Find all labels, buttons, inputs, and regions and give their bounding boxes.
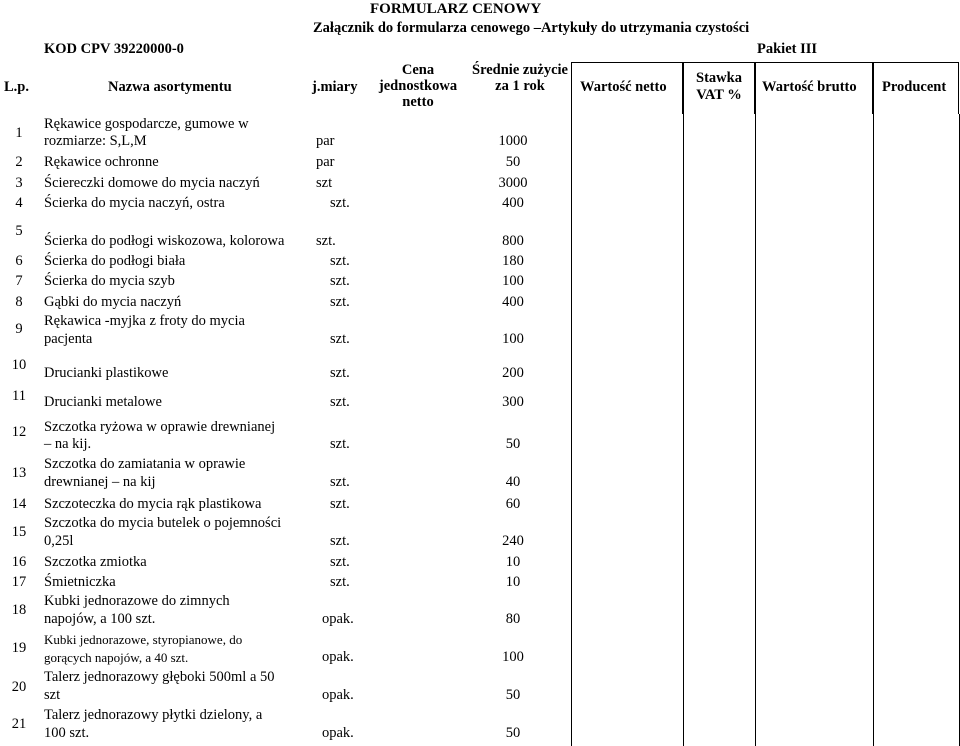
divider (683, 114, 684, 746)
item-unit: szt. (330, 574, 350, 590)
item-name-cont: drewnianej – na kij (44, 474, 156, 490)
item-unit: opak. (322, 687, 354, 703)
row-number: 8 (15, 294, 23, 310)
col-producer: Producent (882, 79, 947, 95)
item-unit: szt. (330, 436, 350, 452)
row-number: 13 (11, 465, 27, 481)
col-price: Cena jednostkowa netto (378, 62, 458, 110)
item-quantity: 400 (502, 195, 524, 211)
col-lp: L.p. (4, 79, 29, 95)
item-quantity: 10 (505, 574, 521, 590)
item-unit: opak. (322, 725, 354, 741)
item-name: Rękawica -myjka z froty do mycia (44, 313, 245, 329)
item-name-cont: 0,25l (44, 533, 74, 549)
divider (755, 114, 756, 746)
item-name: Ściereczki domowe do mycia naczyń (44, 175, 260, 191)
item-quantity: 180 (502, 253, 524, 269)
item-quantity: 50 (505, 436, 521, 452)
item-unit: szt. (330, 474, 350, 490)
item-name: Drucianki metalowe (44, 394, 162, 410)
item-name: Rękawice ochronne (44, 154, 159, 170)
form-subtitle: Załącznik do formularza cenowego –Artykuły do utrzymania czystości (313, 20, 750, 36)
item-name-cont: szt (44, 687, 61, 703)
item-name-cont: pacjenta (44, 331, 93, 347)
row-number: 5 (15, 223, 23, 239)
row-number: 17 (11, 574, 27, 590)
row-number: 15 (11, 524, 27, 540)
item-name: Ścierka do podłogi biała (44, 253, 186, 269)
row-number: 20 (11, 679, 27, 695)
item-name: Kubki jednorazowe do zimnych (44, 593, 230, 609)
item-name: Śmietniczka (44, 574, 116, 590)
col-unit: j.miary (312, 79, 358, 95)
item-quantity: 200 (502, 365, 524, 381)
item-unit: szt (316, 175, 333, 191)
row-number: 12 (11, 424, 27, 440)
item-name: Rękawice gospodarcze, gumowe w (44, 116, 249, 132)
item-name: Ścierka do mycia naczyń, ostra (44, 195, 225, 211)
item-unit: opak. (322, 649, 354, 665)
item-quantity: 60 (505, 496, 521, 512)
row-number: 16 (11, 554, 27, 570)
item-name: Talerz jednorazowy głęboki 500ml a 50 (44, 669, 275, 685)
item-quantity: 400 (502, 294, 524, 310)
item-quantity: 50 (505, 725, 521, 741)
item-quantity: 100 (502, 331, 524, 347)
item-quantity: 50 (505, 687, 521, 703)
item-quantity: 80 (505, 611, 521, 627)
row-number: 11 (12, 388, 26, 404)
row-number: 18 (11, 602, 27, 618)
col-gross: Wartość brutto (762, 79, 857, 95)
item-name-cont: rozmiarze: S,L,M (44, 133, 147, 149)
item-name: Ścierka do mycia szyb (44, 273, 175, 289)
row-number: 14 (11, 496, 27, 512)
cpv-code: KOD CPV 39220000-0 (44, 41, 184, 57)
item-name: Ścierka do podłogi wiskozowa, kolorowa (44, 233, 285, 249)
col-usage: Średnie zużycie za 1 rok (472, 62, 568, 94)
item-unit: par (316, 154, 335, 170)
row-number: 7 (15, 273, 23, 289)
item-name: Talerz jednorazowy płytki dzielony, a (44, 707, 263, 723)
package-label: Pakiet III (757, 41, 818, 57)
item-name: Gąbki do mycia naczyń (44, 294, 182, 310)
row-number: 9 (15, 321, 23, 337)
item-unit: par (316, 133, 335, 149)
item-unit: szt. (330, 365, 350, 381)
item-name: Kubki jednorazowe, styropianowe, do (44, 632, 243, 647)
row-number: 2 (15, 154, 23, 170)
item-unit: szt. (330, 496, 350, 512)
divider (571, 114, 572, 746)
item-name-cont: 100 szt. (44, 725, 90, 741)
item-name: Szczotka ryżowa w oprawie drewnianej (44, 419, 276, 435)
item-unit: szt. (330, 253, 350, 269)
row-number: 21 (11, 716, 27, 732)
form-title: FORMULARZ CENOWY (370, 1, 542, 17)
item-unit: szt. (330, 554, 350, 570)
row-number: 6 (15, 253, 23, 269)
col-vat: Stawka VAT % (696, 70, 742, 103)
item-quantity: 300 (502, 394, 524, 410)
item-quantity: 1000 (498, 133, 528, 149)
item-quantity: 100 (502, 649, 524, 665)
divider (873, 114, 874, 746)
item-unit: szt. (330, 331, 350, 347)
item-name: Szczotka zmiotka (44, 554, 147, 570)
item-name: Szczotka do zamiatania w oprawie (44, 456, 246, 472)
col-net-value: Wartość netto (580, 79, 667, 95)
item-quantity: 10 (505, 554, 521, 570)
item-name-cont: gorących napojów, a 40 szt. (44, 650, 189, 665)
col-name: Nazwa asortymentu (108, 79, 232, 95)
row-number: 3 (15, 175, 23, 191)
item-unit: opak. (322, 611, 354, 627)
item-quantity: 50 (505, 154, 521, 170)
item-quantity: 100 (502, 273, 524, 289)
item-quantity: 3000 (498, 175, 528, 191)
item-name-cont: napojów, a 100 szt. (44, 611, 156, 627)
item-name: Drucianki plastikowe (44, 365, 169, 381)
item-quantity: 800 (502, 233, 524, 249)
row-number: 1 (15, 125, 23, 141)
item-unit: szt. (330, 394, 350, 410)
row-number: 19 (11, 640, 27, 656)
item-name-cont: – na kij. (44, 436, 92, 452)
row-number: 4 (15, 195, 23, 211)
item-unit: szt. (330, 195, 350, 211)
item-unit: szt. (316, 233, 336, 249)
item-unit: szt. (330, 294, 350, 310)
item-quantity: 40 (505, 474, 521, 490)
item-unit: szt. (330, 533, 350, 549)
item-name: Szczotka do mycia butelek o pojemności (44, 515, 282, 531)
item-quantity: 240 (502, 533, 524, 549)
row-number: 10 (11, 357, 27, 373)
item-name: Szczoteczka do mycia rąk plastikowa (44, 496, 262, 512)
item-unit: szt. (330, 273, 350, 289)
